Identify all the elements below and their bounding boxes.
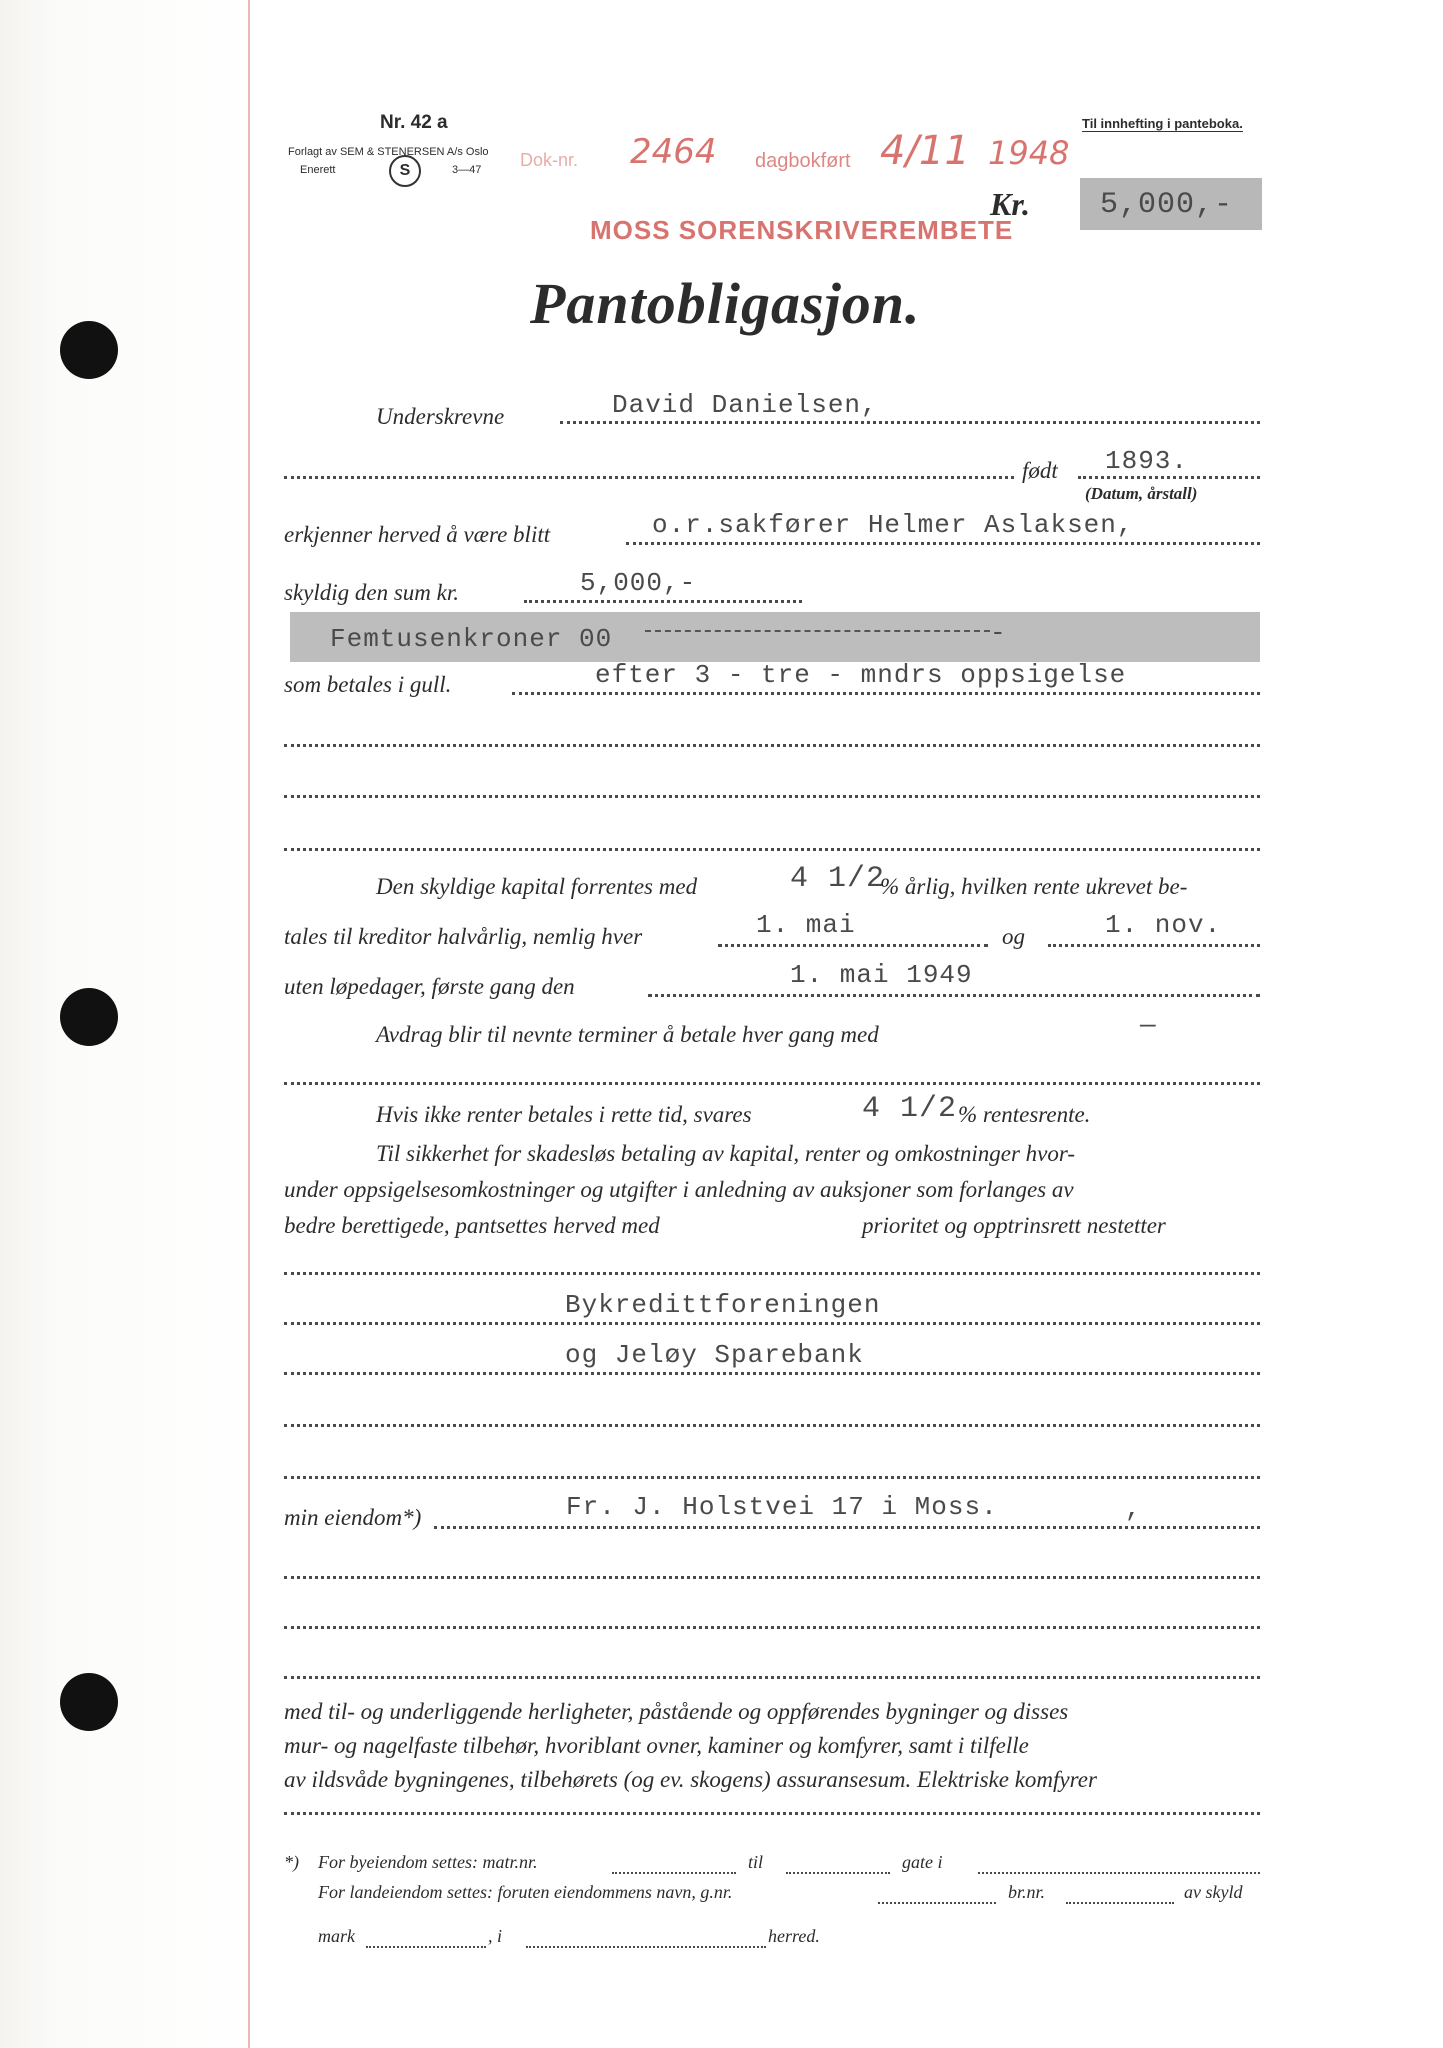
dotted-line (1078, 476, 1260, 479)
punch-hole (60, 1673, 118, 1731)
footnote-land-a: For landeiendom settes: foruten eiendommens navn, g.nr. (318, 1882, 733, 1902)
dotted-line (284, 1082, 1260, 1085)
closing-line-2: mur- og nagelfaste tilbehør, hvoriblant ovner, kaminer og komfyrer, samt i tilfelle (284, 1733, 1029, 1758)
avdrag-value: — (1140, 1010, 1157, 1040)
dotted-line (284, 1372, 1260, 1375)
dotted-line (284, 476, 1014, 479)
footnote-mark-c: herred. (768, 1926, 820, 1946)
dotted-line (1048, 944, 1260, 947)
words-fill-line (645, 630, 990, 632)
publisher-line: Forlagt av SEM & STENERSEN A/s Oslo (288, 146, 489, 158)
dotted-line (284, 1322, 1260, 1325)
amount-in-words: Femtusenkroner 00 (330, 624, 613, 654)
dotted-line (524, 600, 802, 603)
rentesrente-text-b: % rentesrente. (958, 1102, 1091, 1127)
term-date-2: 1. nov. (1105, 910, 1222, 940)
stamp-year: 1948 (988, 134, 1070, 172)
gull-value: efter 3 - tre - mndrs oppsigelse (595, 660, 1127, 690)
dotted-line (434, 1526, 1260, 1529)
stamp-date: 4/11 (880, 128, 970, 174)
document-title: Pantobligasjon. (530, 271, 921, 336)
fodt-value: 1893. (1105, 446, 1189, 476)
dotted-line (612, 1872, 736, 1874)
dotted-line (626, 542, 1260, 545)
publisher-date: 3—47 (452, 164, 482, 176)
dotted-line (786, 1872, 890, 1874)
dotted-line (284, 1576, 1260, 1579)
dotted-line (526, 1946, 766, 1948)
interest-line2: tales til kreditor halvårlig, nemlig hver (284, 924, 643, 949)
fodt-label: født (1022, 458, 1058, 483)
interest-text: Den skyldige kapital forrentes med (376, 874, 698, 899)
eiendom-end: , (1125, 1494, 1142, 1524)
dotted-line (718, 944, 988, 947)
underskrevne-label: Underskrevne (376, 404, 505, 429)
dotted-line (878, 1902, 996, 1904)
margin-rule (248, 0, 250, 2048)
dotted-line (1066, 1902, 1174, 1904)
dotted-line (978, 1872, 1260, 1874)
fodt-hint: (Datum, årstall) (1085, 484, 1198, 503)
dotted-line (284, 795, 1260, 798)
creditor-2: og Jeløy Sparebank (565, 1340, 864, 1370)
stamp-dagbokfort: dagbokført (755, 150, 851, 172)
dotted-line (284, 1676, 1260, 1679)
dotted-line (284, 1626, 1260, 1629)
filing-note: Til innhefting i panteboka. (1082, 116, 1243, 131)
rentesrente-rate: 4 1/2 (862, 1092, 958, 1126)
rentesrente-text: Hvis ikke renter betales i rette tid, svares (376, 1102, 752, 1127)
stamp-doc-number: 2464 (630, 132, 717, 172)
interest-text-b: % årlig, hvilken rente ukrevet be- (880, 874, 1188, 899)
footnote-land-c: av skyld (1184, 1882, 1243, 1902)
dotted-line (284, 744, 1260, 747)
security-line-3a: bedre berettigede, pantsettes herved med (284, 1213, 660, 1238)
eiendom-label: min eiendom*) (284, 1505, 422, 1530)
closing-line-3: av ildsvåde bygningenes, tilbehørets (og ev. skogens) assuransesum. Elektriske komfyrer (284, 1767, 1097, 1792)
term-date-1: 1. mai (756, 910, 856, 940)
dotted-line (284, 848, 1260, 851)
dotted-line (512, 692, 1260, 695)
punch-hole (60, 988, 118, 1046)
interest-rate: 4 1/2 (790, 862, 886, 896)
stamp-prefix: Dok-nr. (520, 150, 579, 170)
punch-hole (60, 321, 118, 379)
security-line-3b: prioritet og opptrinsrett nestetter (862, 1213, 1166, 1238)
dotted-line (560, 421, 1260, 424)
dotted-line (284, 1272, 1260, 1275)
amount-label: Kr. (990, 186, 1031, 222)
footnote-by-c: gate i (902, 1852, 943, 1872)
footnote-land-b: br.nr. (1008, 1882, 1046, 1902)
gull-label: som betales i gull. (284, 672, 452, 697)
form-number: Nr. 42 a (380, 112, 448, 133)
og-label: og (1002, 924, 1025, 949)
footnote-mark-b: , i (488, 1926, 503, 1946)
skyldig-label: skyldig den sum kr. (284, 580, 460, 605)
first-payment-date: 1. mai 1949 (790, 960, 973, 990)
dotted-line (366, 1946, 486, 1948)
amount-value: 5,000,- (1100, 188, 1234, 222)
dotted-line (284, 1424, 1260, 1427)
erkjenner-value: o.r.sakfører Helmer Aslaksen, (652, 510, 1134, 540)
avdrag-text: Avdrag blir til nevnte terminer å betale hver gang med (376, 1022, 879, 1047)
words-dash: - (990, 618, 1007, 648)
creditor-1: Bykredittforeningen (565, 1290, 881, 1320)
security-line-1: Til sikkerhet for skadesløs betaling av kapital, renter og omkostninger hvor- (376, 1141, 1076, 1166)
dotted-line (284, 1476, 1260, 1479)
security-line-2: under oppsigelsesomkostninger og utgifter i anledning av auksjoner som forlanges av (284, 1177, 1074, 1202)
footnote-star: *) (284, 1852, 299, 1872)
eiendom-value: Fr. J. Holstvei 17 i Moss. (566, 1492, 998, 1522)
closing-line-1: med til- og underliggende herligheter, påstående og oppførendes bygninger og disses (284, 1699, 1069, 1724)
footnote-mark-a: mark (318, 1926, 355, 1946)
interest-line3: uten løpedager, første gang den (284, 974, 575, 999)
publisher-logo: S (389, 155, 421, 187)
dotted-line (284, 1812, 1260, 1815)
publisher-enerett: Enerett (300, 164, 336, 176)
stamp-office: MOSS SORENSKRIVEREMBETE (590, 215, 1014, 245)
footnote-by-a: For byeiendom settes: matr.nr. (318, 1852, 538, 1872)
dotted-line (648, 994, 1260, 997)
underskrevne-value: David Danielsen, (612, 390, 878, 420)
footnote-by-b: til (748, 1852, 764, 1872)
skyldig-value: 5,000,- (580, 568, 697, 598)
erkjenner-label: erkjenner herved å være blitt (284, 522, 551, 547)
